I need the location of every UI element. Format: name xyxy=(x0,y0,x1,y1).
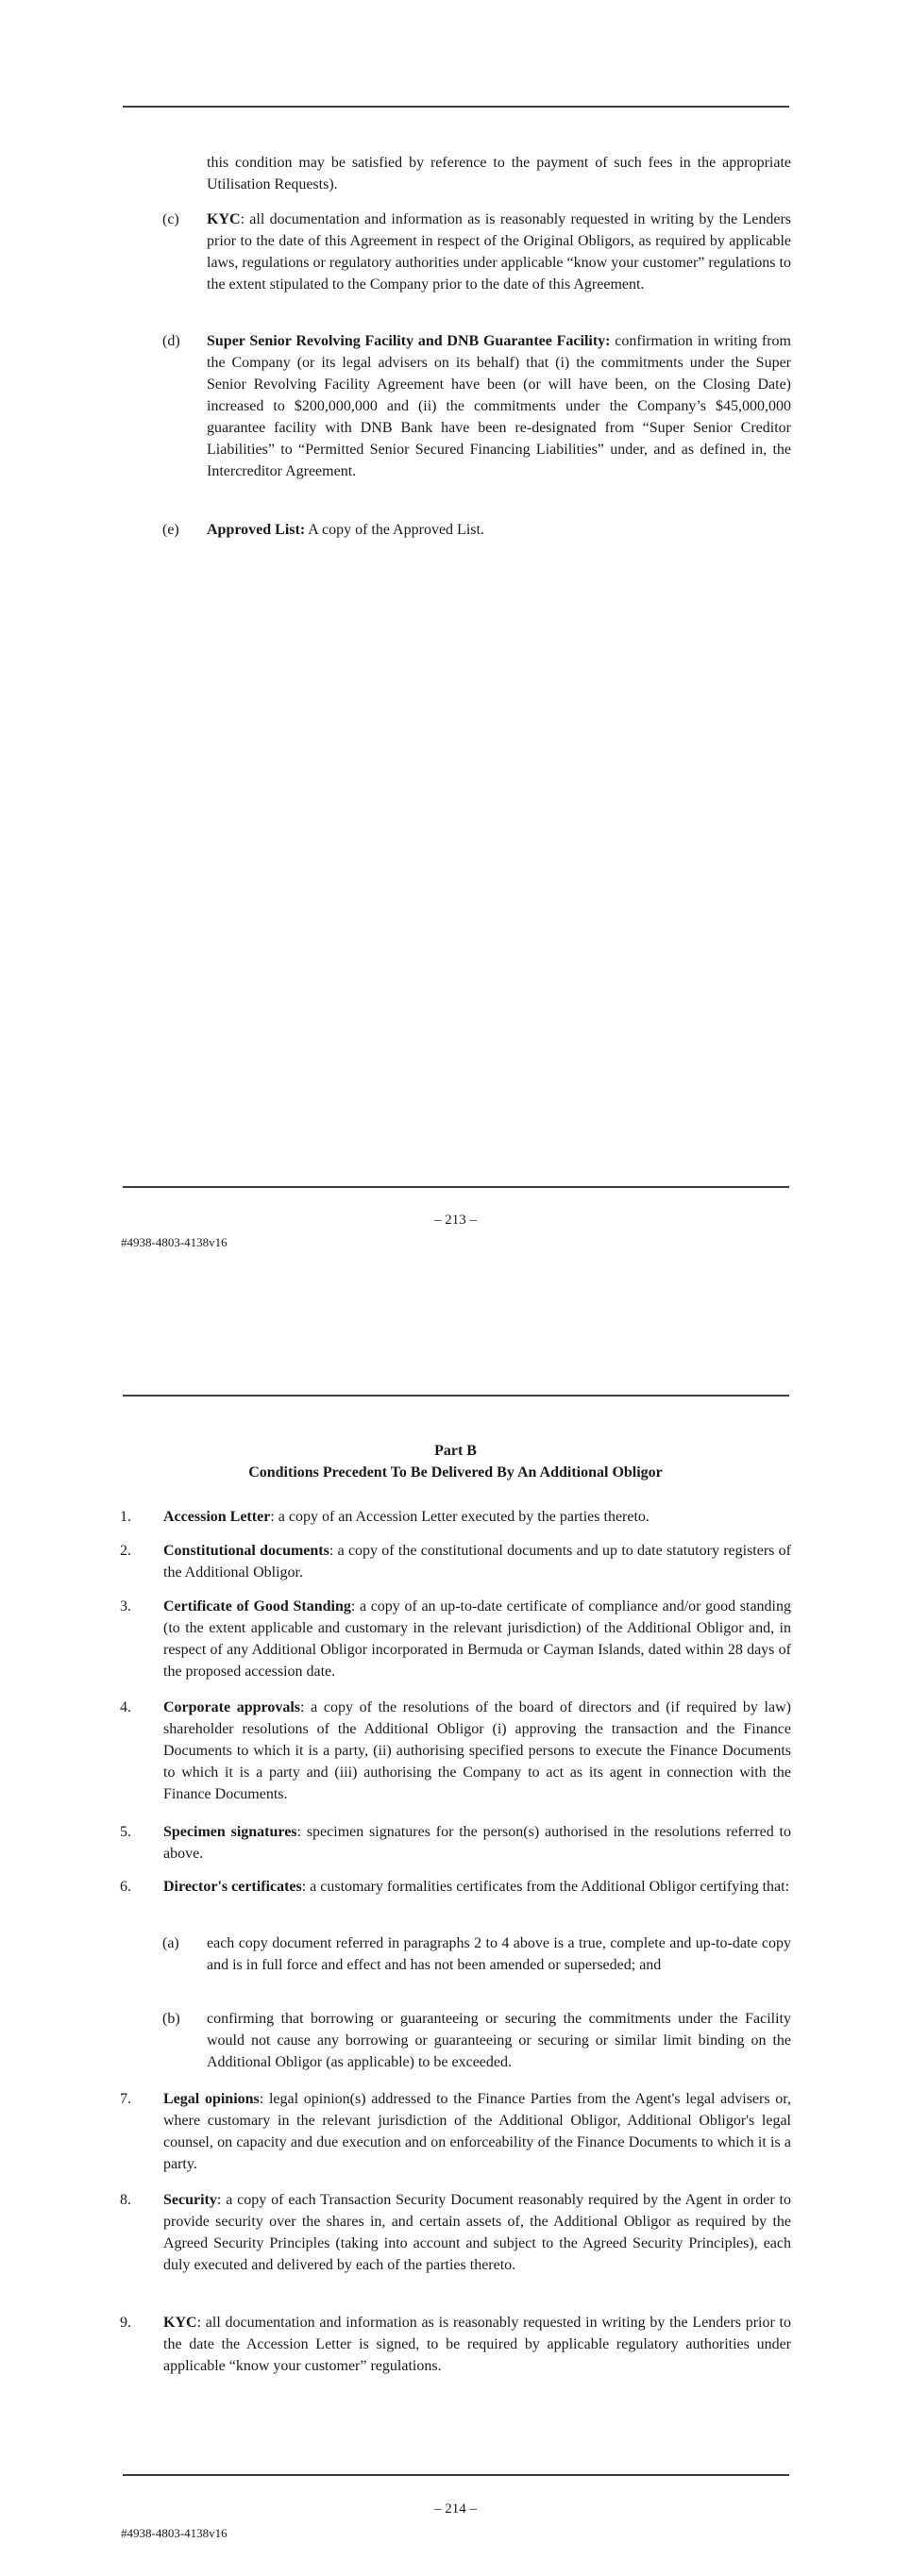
list-item-body: : all documentation and information as is reasonably requested in writing by the Lenders prior to the date of this Agreement in respect of the Original Obligors, as required by applicable laws, regulations or regulatory authorities under applicable “know your customer” regulations to the extent stipulated to the Company prior to the date of this Agreement. xyxy=(207,211,791,293)
list-item-body: each copy document referred in paragraphs 2 to 4 above is a true, complete and up-to-date copy and is in full force and effect and has not been amended or superseded; and xyxy=(207,1935,791,1973)
page1-page-number: – 213 – xyxy=(434,1213,477,1228)
list-item-body: confirmation in writing from the Company (or its legal advisers on its behalf) that (i) the commitments under the Super Senior Revolving Facility Agreement have been (or will have been, on the Closing Date) increased to $200,000,000 and (ii) the commitments under the Company’s $45,000,000 guarantee facility with DNB Bank have been re-designated from “Super Senior Creditor Liabilities” to “Permitted Senior Secured Financing Liabilities” under, and as defined in, the Intercreditor Agreement. xyxy=(207,333,792,479)
list-item-lead: Accession Letter xyxy=(163,1509,271,1525)
list-item-text xyxy=(163,1596,791,1682)
list-item-e xyxy=(162,519,791,541)
list-item-6 xyxy=(120,1876,791,1898)
list-item-lead: Constitutional documents xyxy=(163,1543,329,1559)
page1-continuation-paragraph: this condition may be satisfied by reference to the payment of such fees in the appropriate Utilisation Requests). xyxy=(207,155,791,192)
list-item-text xyxy=(163,1821,791,1865)
list-item-marker: 3. xyxy=(120,1598,131,1614)
list-item-6a xyxy=(162,1932,791,1976)
part-heading-line1: Part B xyxy=(434,1443,477,1459)
list-item-4 xyxy=(120,1697,791,1805)
part-heading-line2: Conditions Precedent To Be Delivered By An Additional Obligor xyxy=(248,1464,663,1480)
list-item-lead: Specimen signatures xyxy=(163,1824,297,1840)
list-item-5 xyxy=(120,1821,791,1865)
list-item-body: : a copy of the resolutions of the board of directors and (if required by law) shareholder resolutions of the Additional Obligor (i) approving the transaction and the Finance Documents to which it is a party, (ii) authorising specified persons to execute the Finance Documents to which it is a party and (iii) authorising the Company to act as its agent in connection with the Finance Documents. xyxy=(163,1699,791,1802)
list-item-text xyxy=(207,209,791,295)
list-item-lead: KYC xyxy=(163,2315,197,2331)
page1-top-rule xyxy=(123,106,789,108)
list-item-marker: (e) xyxy=(162,522,179,538)
page2-top-rule xyxy=(123,1395,789,1397)
list-item-lead: Corporate approvals xyxy=(163,1699,301,1715)
page1-bottom-rule xyxy=(123,1186,789,1188)
list-item-marker: 4. xyxy=(120,1699,131,1715)
list-item-marker: 9. xyxy=(120,2315,131,2331)
part-heading xyxy=(0,1440,911,1483)
list-item-marker: (d) xyxy=(162,333,180,349)
list-item-text xyxy=(163,2189,791,2276)
list-item-marker: 7. xyxy=(120,2091,131,2107)
list-item-text xyxy=(207,330,791,482)
list-item-lead: Security xyxy=(163,2192,217,2208)
list-item-marker: (c) xyxy=(162,211,179,227)
page2-bottom-rule xyxy=(123,2474,789,2476)
list-item-marker: (a) xyxy=(162,1935,179,1951)
list-item-3 xyxy=(120,1596,791,1682)
list-item-2 xyxy=(120,1540,791,1583)
list-item-c xyxy=(162,209,791,295)
list-item-lead: Director's certificates xyxy=(163,1879,302,1895)
list-item-text xyxy=(207,2008,791,2073)
list-item-marker: 5. xyxy=(120,1824,131,1840)
list-item-marker: 1. xyxy=(120,1509,131,1525)
list-item-body: : a copy of each Transaction Security Document reasonably required by the Agent in order to provide security over the shares in, and certain assets of, the Additional Obligor as required by the Agreed Security Principles (taking into account and subject to the Agreed Security Principles), each duly executed and delivered by each of the parties thereto. xyxy=(163,2192,791,2273)
list-item-text xyxy=(163,2312,791,2377)
list-item-marker: 2. xyxy=(120,1543,131,1559)
list-item-lead: Super Senior Revolving Facility and DNB Guarantee Facility: xyxy=(207,333,611,349)
list-item-lead: Legal opinions xyxy=(163,2091,260,2107)
list-item-body: : a customary formalities certificates from the Additional Obligor certifying that: xyxy=(301,1879,790,1895)
list-item-lead: KYC xyxy=(207,211,241,227)
list-item-marker: 8. xyxy=(120,2192,131,2208)
list-item-body: : a copy of the constitutional documents and up to date statutory registers of the Additional Obligor. xyxy=(163,1543,792,1581)
list-item-body: : a copy of an Accession Letter executed by the parties thereto. xyxy=(270,1509,650,1525)
list-item-9 xyxy=(120,2312,791,2377)
list-item-marker: (b) xyxy=(162,2011,180,2027)
list-item-1 xyxy=(120,1506,791,1528)
list-item-lead: Certificate of Good Standing xyxy=(163,1598,351,1614)
list-item-lead: Approved List: xyxy=(207,522,306,538)
page2-doc-reference: #4938-4803-4138v16 xyxy=(121,2526,228,2540)
list-item-8 xyxy=(120,2189,791,2276)
list-item-body: A copy of the Approved List. xyxy=(305,522,484,538)
list-item-d xyxy=(162,330,791,482)
page1-doc-reference: #4938-4803-4138v16 xyxy=(121,1235,228,1249)
list-item-body: : specimen signatures for the person(s) authorised in the resolutions referred to above. xyxy=(163,1824,792,1862)
list-item-text xyxy=(163,1697,791,1805)
list-item-text xyxy=(163,1876,791,1898)
list-item-text xyxy=(163,1540,791,1583)
list-item-marker: 6. xyxy=(120,1879,131,1895)
list-item-body: : a copy of an up-to-date certificate of compliance and/or good standing (to the extent applicable and customary in the relevant jurisdiction) of the Additional Obligor and, in respect of any Additional Obligor incorporated in Bermuda or Cayman Islands, dated within 28 days of the proposed accession date. xyxy=(163,1598,791,1680)
list-item-body: : legal opinion(s) addressed to the Finance Parties from the Agent's legal advisers or, where customary in the relevant jurisdiction of the Additional Obligor, Additional Obligor's legal counsel, on capacity and due execution and on enforceability of the Finance Documents to which it is a party. xyxy=(163,2091,791,2172)
page2-page-number: – 214 – xyxy=(434,2501,477,2517)
list-item-body: : all documentation and information as is reasonably requested in writing by the Lenders prior to the date the Accession Letter is signed, to be required by applicable regulatory authorities under applicable “know your customer” regulations. xyxy=(163,2315,791,2374)
list-item-text xyxy=(207,519,791,541)
list-item-text xyxy=(207,1932,791,1976)
list-item-body: confirming that borrowing or guaranteeing or securing the commitments under the Facility would not cause any borrowing or guaranteeing or securing or similar limit binding on the Additional Obligor (as applicable) to be exceeded. xyxy=(207,2011,791,2070)
list-item-7 xyxy=(120,2088,791,2175)
list-item-text xyxy=(163,2088,791,2175)
list-item-text xyxy=(163,1506,791,1528)
list-item-6b xyxy=(162,2008,791,2073)
